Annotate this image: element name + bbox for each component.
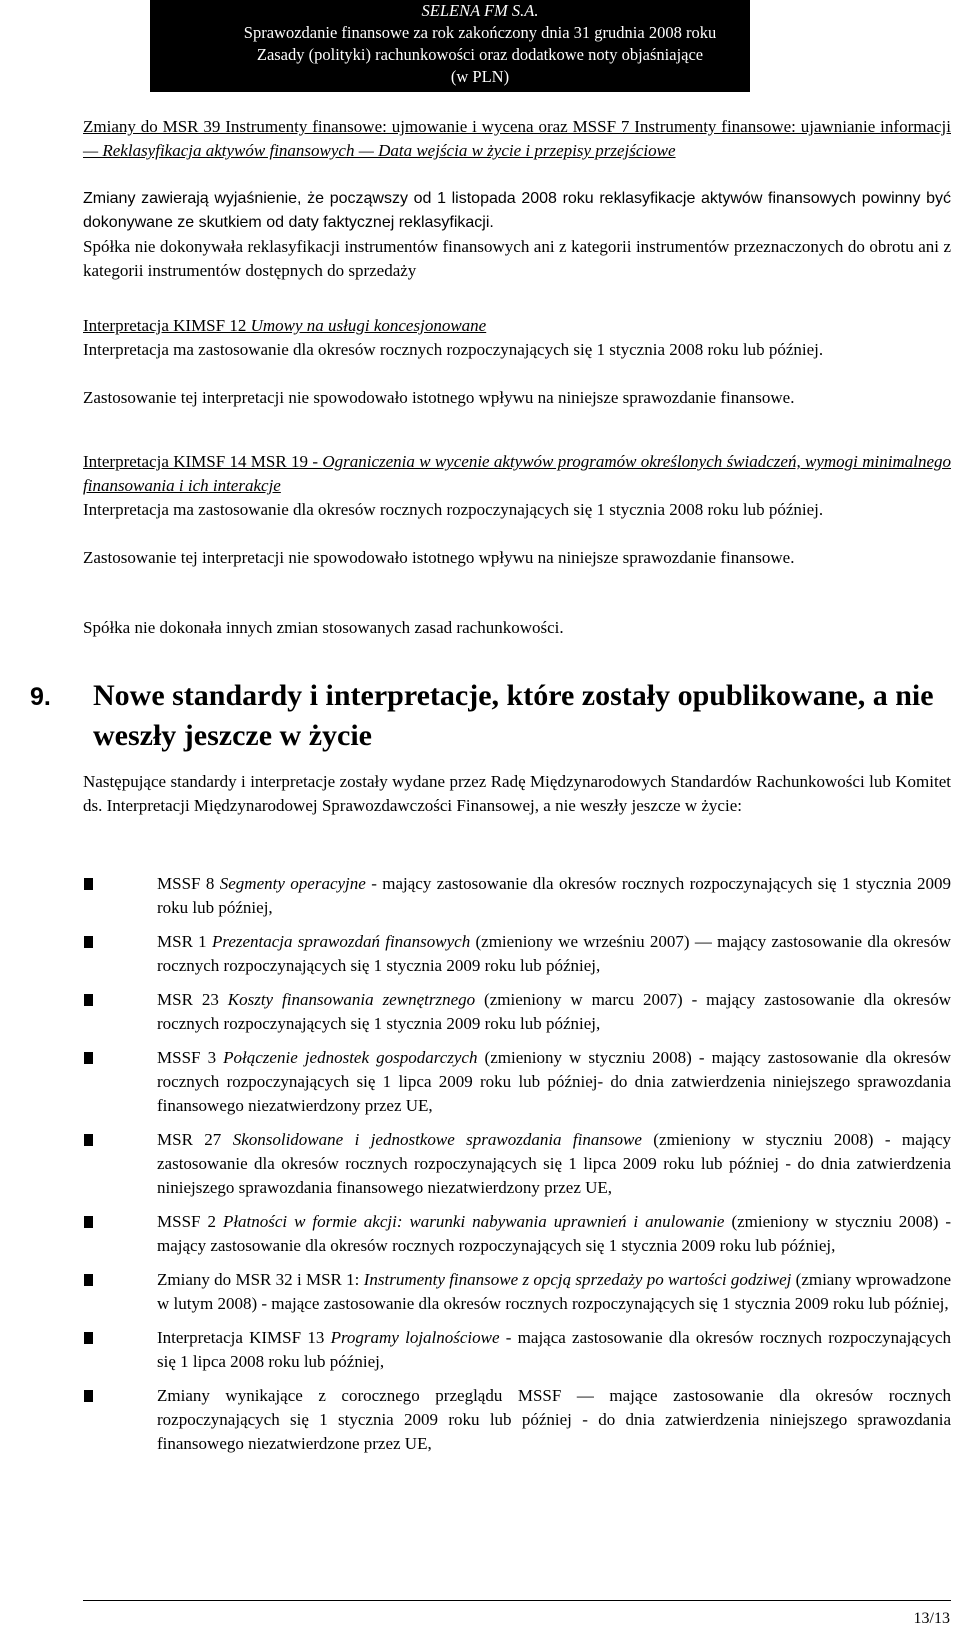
list-item [83,1326,951,1374]
list-item [83,988,951,1036]
page-number: 13/13 [913,1610,950,1627]
bullet-marker-icon [83,1215,94,1229]
amendment-heading-italic: — Reklasyfikacja aktywów finansowych — Data wejścia w życie i przepisy przejściowe [83,141,676,160]
section-title: Nowe standardy i interpretacje, które zostały opublikowane, a nie weszły jeszcze w życie [93,679,934,752]
item-text: MSSF 8 [157,874,220,893]
kimsf14-heading [83,450,951,498]
item-text: MSR 27 [157,1130,233,1149]
list-item [83,1384,951,1456]
item-text: MSR 1 [157,932,212,951]
bullet-marker-icon [83,1389,94,1403]
item-title: Koszty finansowania zewnętrznego [227,990,476,1009]
item-text: Zmiany wynikające z corocznego przeglądu MSSF — mające zastosowanie dla okresów rocznych rozpoczynających się 1 stycznia 2009 roku lub później - do dnia zatwierdzenia niniejszego sprawozdania finansowego niezatwierdzone przez UE, [157,1386,951,1453]
kimsf12-heading [83,314,951,338]
reclassification-note: Spółka nie dokonywała reklasyfikacji instrumentów finansowych ani z kategorii instrumentów przeznaczonych do obrotu ani z kategorii instrumentów dostępnych do sprzedaży [83,237,951,280]
kimsf14-lead: Interpretacja KIMSF 14 MSR 19 - [83,452,323,471]
amendment-heading-main: Zmiany do MSR 39 Instrumenty finansowe: ujmowanie i wycena oraz MSSF 7 Instrumenty finansowe: ujawnianie informacji [83,117,951,136]
section-intro: Następujące standardy i interpretacje zostały wydane przez Radę Międzynarodowych Standardów Rachunkowości lub Komitet ds. Interpretacji Międzynarodowej Sprawozdawczości Finansowej, a nie weszły jeszcze w życie: [83,772,951,815]
item-title: Płatności w formie akcji: warunki nabywania uprawnień i anulowanie [222,1212,725,1231]
item-text: Interpretacja KIMSF 13 [157,1328,331,1347]
header-section: Zasady (polityki) rachunkowości oraz dodatkowe noty objaśniające [256,45,704,64]
kimsf14-effective: Interpretacja ma zastosowanie dla okresów rocznych rozpoczynających się 1 stycznia 2008 roku lub później. [83,500,824,519]
bullet-marker-icon [83,1051,94,1065]
section-number: 9. [30,683,51,711]
footer-divider [83,1600,951,1601]
list-item [83,1128,951,1200]
bullet-marker-icon [83,877,94,891]
item-text-rest: (zmieniony w styczniu 2008) - mający zastosowanie dla okresów rocznych rozpoczynających się 1 lipca 2009 roku lub później - do dnia zatwierdzenia niniejszego sprawozdania finansowego niezatwierdzony przez UE, [157,1130,951,1197]
item-text-rest: - mający zastosowanie dla okresów rocznych rozpoczynających się 1 stycznia 2009 roku lub później, [157,874,951,917]
bullet-marker-icon [83,935,94,949]
kimsf14-title: Ograniczenia w wycenie aktywów programów określonych świadczeń, wymogi minimalnego finansowania i ich interakcje [83,452,951,495]
list-item [83,1268,951,1316]
amendment-heading [83,115,951,163]
item-text: MSSF 2 [157,1212,223,1231]
header-company: SELENA FM S.A. [421,1,539,20]
list-item [83,1210,951,1258]
bullet-marker-icon [83,1273,94,1287]
item-text-rest: (zmieniony w styczniu 2008) - mający zastosowanie dla okresów rocznych rozpoczynających się 1 stycznia 2009 roku lub później, [157,1212,952,1255]
kimsf12-impact: Zastosowanie tej interpretacji nie spowodowało istotnego wpływu na niniejsze sprawozdanie finansowe. [83,388,795,407]
header-report-title: Sprawozdanie finansowe za rok zakończony dnia 31 grudnia 2008 roku [243,23,717,42]
item-text-rest: (zmiany wprowadzone w lutym 2008) - mające zastosowanie dla okresów rocznych rozpoczynających się 1 stycznia 2009 roku lub później, [157,1270,951,1313]
no-other-changes: Spółka nie dokonała innych zmian stosowanych zasad rachunkowości. [83,618,564,637]
item-title: Skonsolidowane i jednostkowe sprawozdania finansowe [232,1130,642,1149]
amendment-explanation: Zmiany zawierają wyjaśnienie, że począwszy od 1 listopada 2008 roku reklasyfikacje aktywów finansowych powinny być dokonywane ze skutkiem od daty faktycznej reklasyfikacji. [83,190,951,231]
page-header [0,0,960,100]
item-title: Programy lojalnościowe [330,1328,500,1347]
item-text: MSR 23 [157,990,228,1009]
kimsf14-impact: Zastosowanie tej interpretacji nie spowodowało istotnego wpływu na niniejsze sprawozdanie finansowe. [83,548,795,567]
item-text-rest: (zmieniony w styczniu 2008) - mający zastosowanie dla okresów rocznych rozpoczynających się 1 lipca 2009 roku lub później- do dnia zatwierdzenia niniejszego sprawozdania finansowego niezatwierdzony przez UE, [157,1048,951,1115]
list-item [83,1046,951,1118]
item-title: Segmenty operacyjne [219,874,366,893]
item-title: Instrumenty finansowe z opcją sprzedaży po wartości godziwej [363,1270,792,1289]
bullet-marker-icon [83,1133,94,1147]
item-text-rest: (zmieniony w marcu 2007) - mający zastosowanie dla okresów rocznych rozpoczynających się 1 stycznia 2009 roku lub później, [157,990,951,1033]
item-text-rest: - mająca zastosowanie dla okresów rocznych rozpoczynających się 1 lipca 2008 roku lub później, [157,1328,951,1371]
bullet-marker-icon [83,993,94,1007]
standards-list [83,872,951,1466]
item-text: Zmiany do MSR 32 i MSR 1: [157,1270,364,1289]
kimsf12-effective: Interpretacja ma zastosowanie dla okresów rocznych rozpoczynających się 1 stycznia 2008 roku lub później. [83,340,824,359]
list-item [83,872,951,920]
kimsf12-title: Umowy na usługi koncesjonowane [250,316,487,335]
kimsf12-lead: Interpretacja KIMSF 12 [83,316,251,335]
list-item [83,930,951,978]
bullet-marker-icon [83,1331,94,1345]
header-currency: (w PLN) [450,67,510,86]
item-text: MSSF 3 [157,1048,224,1067]
item-text-rest: (zmieniony we wrześniu 2007) — mający zastosowanie dla okresów rocznych rozpoczynających się 1 stycznia 2009 roku lub później, [157,932,951,975]
item-title: Prezentacja sprawozdań finansowych [211,932,471,951]
item-title: Połączenie jednostek gospodarczych [223,1048,478,1067]
